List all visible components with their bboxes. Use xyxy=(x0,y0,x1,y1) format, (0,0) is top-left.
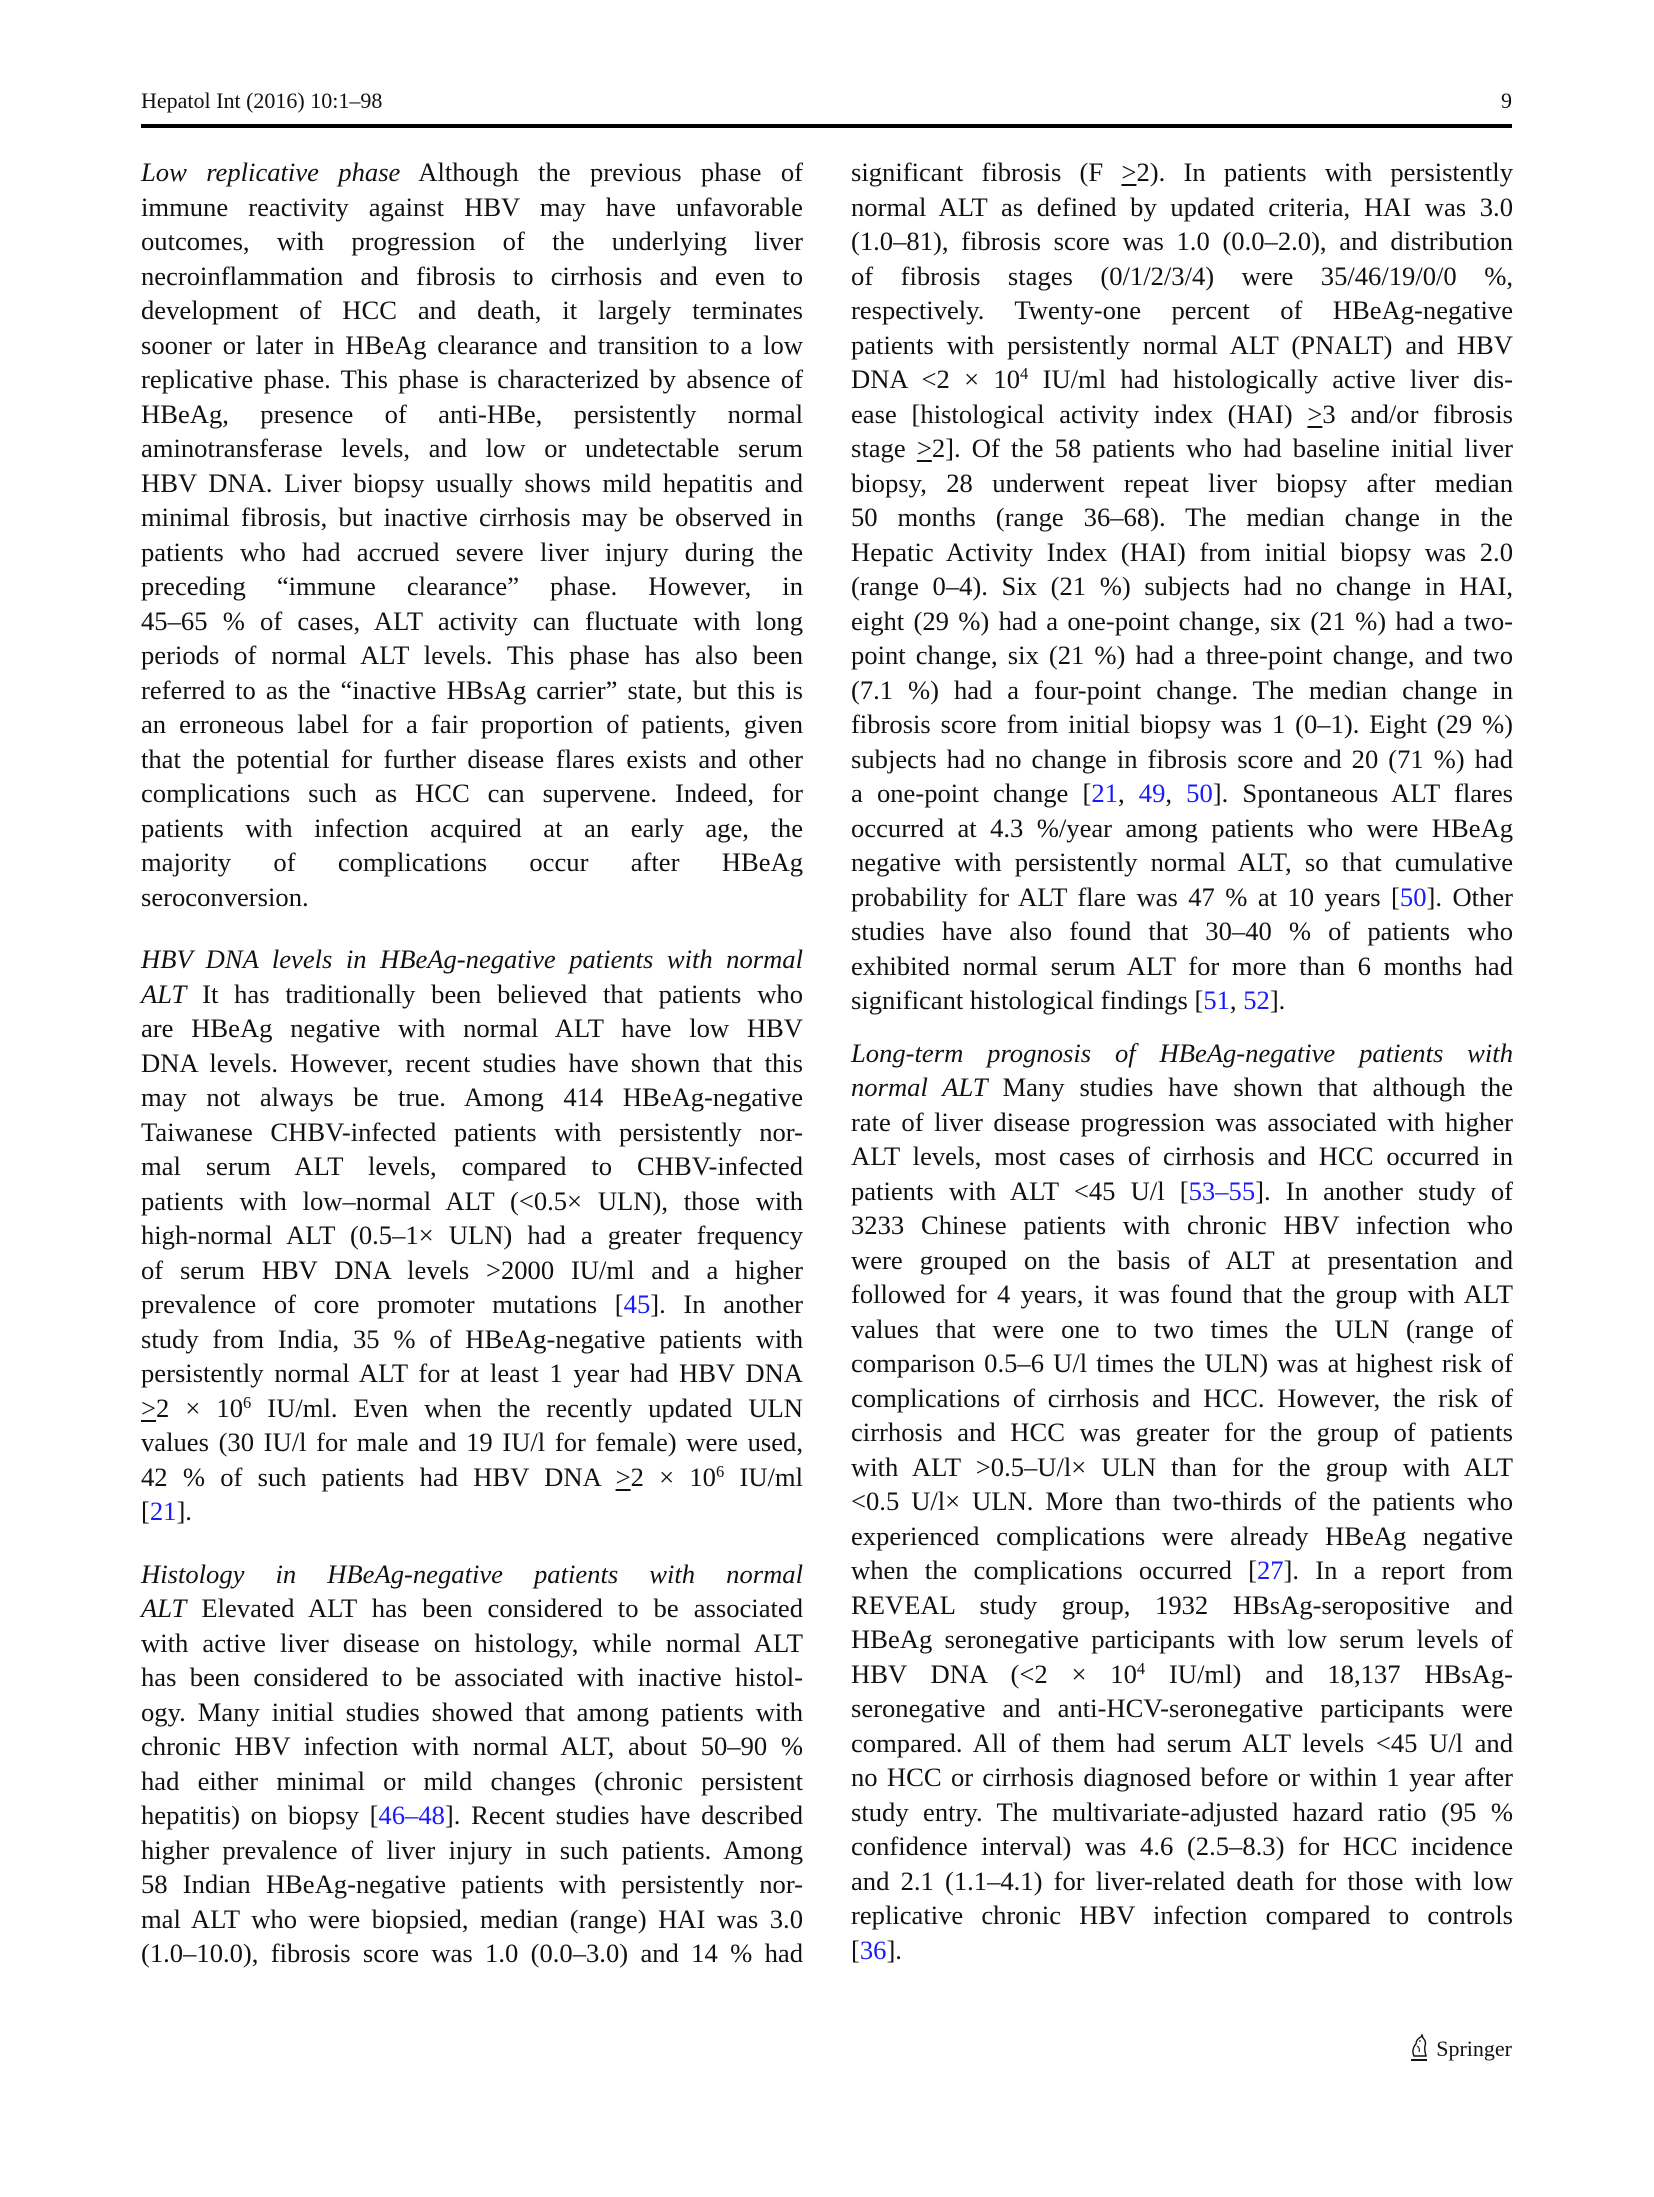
text-line xyxy=(851,293,1513,328)
text-run: biopsy, 28 underwent repeat liver biopsy after median xyxy=(851,467,1513,498)
text-run: are HBeAg negative with normal ALT have low HBV xyxy=(141,1013,803,1043)
text-run: study from India, 35 % of HBeAg-negative patients with xyxy=(141,1323,803,1354)
citation-link[interactable]: 21 xyxy=(1091,778,1118,808)
text-run: significant fibrosis (F xyxy=(851,157,1122,187)
text-line xyxy=(141,328,803,363)
text-run: persistently normal ALT for at least 1 year had HBV DNA xyxy=(141,1358,803,1388)
text-line xyxy=(851,1657,1513,1692)
text-line xyxy=(851,431,1513,466)
text-line xyxy=(141,1936,803,1971)
text-line xyxy=(141,1729,803,1764)
text-run: experienced complications were already HBeAg negative xyxy=(851,1520,1513,1551)
text-run: may not always be true. Among 414 HBeAg-negative xyxy=(141,1082,803,1112)
text-run: patients with ALT <45 U/l [ xyxy=(851,1175,1189,1206)
text-line xyxy=(141,742,803,777)
citation-link[interactable]: 53–55 xyxy=(1188,1175,1256,1206)
text-run: development of HCC and death, it largely terminates xyxy=(141,295,803,325)
text-line xyxy=(851,500,1513,535)
text-line xyxy=(141,155,803,190)
text-line xyxy=(851,1622,1513,1657)
text-line xyxy=(851,604,1513,639)
text-run: probability for ALT flare was 47 % at 10 years [ xyxy=(851,881,1400,912)
text-run: minimal fibrosis, but inactive cirrhosis may be observed in xyxy=(141,502,803,532)
citation-link[interactable]: 52 xyxy=(1243,985,1270,1015)
text-run: HBV DNA. Liver biopsy usually shows mild hepatitis and xyxy=(141,467,803,498)
text-line xyxy=(851,1864,1513,1899)
text-run: referred to as the “inactive HBsAg carrier” state, but this is xyxy=(141,674,803,705)
text-run: patients with infection acquired at an early age, the xyxy=(141,812,803,843)
section-heading: ALT xyxy=(141,978,187,1009)
superscript: 6 xyxy=(715,1461,725,1481)
text-line xyxy=(851,259,1513,294)
text-run: 2). In patients with persistently xyxy=(1136,157,1513,187)
text-run: sooner or later in HBeAg clearance and transition to a low xyxy=(141,329,803,360)
text-line xyxy=(851,1105,1513,1140)
text-line xyxy=(851,466,1513,501)
header-rule xyxy=(141,124,1512,128)
paragraph xyxy=(141,155,803,914)
publisher-name: Springer xyxy=(1436,2036,1512,2061)
text-line xyxy=(851,1898,1513,1933)
text-line xyxy=(141,1660,803,1695)
journal-citation: Hepatol Int (2016) 10:1–98 xyxy=(141,88,383,113)
superscript: 6 xyxy=(243,1392,252,1412)
text-line xyxy=(851,569,1513,604)
text-line xyxy=(851,914,1513,949)
text-run: HBV DNA (<2 × 10 xyxy=(851,1658,1137,1689)
publisher-footer xyxy=(1380,2031,1512,2067)
paragraph xyxy=(141,1557,803,1971)
springer-horse-icon xyxy=(1408,2034,1430,2064)
text-line xyxy=(851,1208,1513,1243)
text-run: ]. In another study of xyxy=(1255,1175,1513,1206)
text-line xyxy=(141,1080,803,1115)
text-run: REVEAL study group, 1932 HBsAg-seropositive and xyxy=(851,1589,1513,1620)
text-run: patients with persistently normal ALT (PNALT) and HBV xyxy=(851,329,1513,360)
text-run: stage xyxy=(851,433,917,463)
text-run: significant histological findings [ xyxy=(851,985,1204,1015)
text-line xyxy=(851,1760,1513,1795)
text-run: point change, six (21 %) had a three-point change, and two xyxy=(851,640,1513,670)
text-run: 45–65 % of cases, ALT activity can fluctuate with long xyxy=(141,605,803,636)
text-line xyxy=(851,949,1513,984)
text-line xyxy=(851,1415,1513,1450)
text-line xyxy=(851,707,1513,742)
text-run: IU/ml) and 18,137 HBsAg- xyxy=(1145,1658,1513,1689)
citation-link[interactable]: 36 xyxy=(859,1934,887,1965)
text-line xyxy=(851,673,1513,708)
text-line xyxy=(851,1588,1513,1623)
text-run: 58 Indian HBeAg-negative patients with persistently nor- xyxy=(141,1869,803,1899)
section-heading: ALT xyxy=(141,1593,187,1623)
text-run: ]. xyxy=(1269,985,1286,1015)
text-line xyxy=(851,1277,1513,1312)
text-run: negative with persistently normal ALT, so that cumulative xyxy=(851,847,1513,877)
text-run: ease [histological activity index (HAI) xyxy=(851,398,1308,429)
text-line xyxy=(141,845,803,880)
text-run: ]. In another xyxy=(650,1289,803,1319)
text-run: (1.0–81), fibrosis score was 1.0 (0.0–2.0), and distribution xyxy=(851,226,1513,256)
text-line xyxy=(141,397,803,432)
text-line xyxy=(851,776,1513,811)
text-line xyxy=(141,1184,803,1219)
text-line xyxy=(141,466,803,501)
section-heading: HBV DNA levels in HBeAg-negative patients with normal xyxy=(141,944,803,974)
section-heading: normal ALT xyxy=(851,1072,988,1102)
text-run: complications such as HCC can supervene. Indeed, for xyxy=(141,778,803,808)
text-run: patients who had accrued severe liver injury during the xyxy=(141,536,803,567)
text-line xyxy=(851,1139,1513,1174)
text-run: comparison 0.5–6 U/l times the ULN) was at highest risk of xyxy=(851,1348,1513,1378)
text-line xyxy=(851,1933,1513,1968)
text-run: IU/ml xyxy=(724,1461,803,1492)
superscript: 4 xyxy=(1136,1658,1146,1678)
text-run: subjects had no change in fibrosis score and 20 (71 %) had xyxy=(851,743,1513,774)
text-line xyxy=(851,535,1513,570)
text-line xyxy=(141,1833,803,1868)
text-line xyxy=(141,604,803,639)
text-run: 3 and/or fibrosis xyxy=(1322,398,1513,429)
text-run: ogy. Many initial studies showed that among patients with xyxy=(141,1696,803,1727)
citation-link[interactable]: 51 xyxy=(1203,985,1230,1015)
text-run: outcomes, with progression of the underlying liver xyxy=(141,226,803,256)
text-run: respectively. Twenty-one percent of HBeAg-negative xyxy=(851,295,1513,325)
running-header xyxy=(141,86,1512,116)
text-line xyxy=(141,190,803,225)
text-run: had either minimal or mild changes (chronic persistent xyxy=(141,1765,803,1796)
text-line xyxy=(141,1591,803,1626)
text-line xyxy=(851,1553,1513,1588)
text-run: ]. Recent studies have described xyxy=(444,1800,803,1830)
text-line xyxy=(851,1070,1513,1105)
text-line xyxy=(141,293,803,328)
text-run: (7.1 %) had a four-point change. The median change in xyxy=(851,674,1513,705)
paragraph xyxy=(141,942,803,1529)
text-run: IU/ml had histologically active liver dis- xyxy=(1028,364,1514,394)
text-run: of serum HBV DNA levels >2000 IU/ml and a higher xyxy=(141,1254,803,1285)
text-line xyxy=(851,1312,1513,1347)
text-run: 2 × 10 xyxy=(630,1461,716,1492)
text-line xyxy=(141,1798,803,1833)
text-line xyxy=(851,880,1513,915)
text-line xyxy=(141,1764,803,1799)
text-line xyxy=(141,224,803,259)
citation-link[interactable]: 50 xyxy=(1186,778,1213,808)
text-run: rate of liver disease progression was associated with higher xyxy=(851,1106,1513,1137)
text-run: study entry. The multivariate-adjusted hazard ratio (95 % xyxy=(851,1796,1513,1827)
text-run: higher prevalence of liver injury in such patients. Among xyxy=(141,1834,803,1865)
text-run: , xyxy=(1165,778,1187,808)
text-run: replicative chronic HBV infection compared to controls xyxy=(851,1900,1513,1930)
text-line xyxy=(141,1494,803,1529)
section-heading: Low replicative phase xyxy=(141,157,401,187)
text-run: complications of cirrhosis and HCC. However, the risk of xyxy=(851,1382,1513,1413)
text-line xyxy=(851,1036,1513,1071)
text-line xyxy=(851,362,1513,397)
text-run: 3233 Chinese patients with chronic HBV infection who xyxy=(851,1210,1513,1240)
text-run: high-normal ALT (0.5–1× ULN) had a greater frequency xyxy=(141,1220,803,1250)
text-run: , xyxy=(1117,778,1139,808)
text-run: DNA <2 × 10 xyxy=(851,364,1021,394)
text-run: DNA levels. However, recent studies have shown that this xyxy=(141,1047,803,1078)
text-run: that the potential for further disease flares exists and other xyxy=(141,743,803,774)
citation-link[interactable]: 49 xyxy=(1138,778,1166,808)
text-run: values (30 IU/l for male and 19 IU/l for female) were used, xyxy=(141,1427,803,1457)
text-line xyxy=(141,638,803,673)
text-run: IU/ml. Even when the recently updated ULN xyxy=(251,1392,804,1423)
text-line xyxy=(141,1115,803,1150)
right-column xyxy=(851,155,1513,1967)
text-run: studies have also found that 30–40 % of patients who xyxy=(851,916,1513,946)
text-run: has been considered to be associated with inactive histol- xyxy=(141,1662,803,1692)
text-line xyxy=(141,1253,803,1288)
text-line xyxy=(851,155,1513,190)
text-run: confidence interval) was 4.6 (2.5–8.3) for HCC incidence xyxy=(851,1831,1513,1861)
text-run: periods of normal ALT levels. This phase has also been xyxy=(141,640,803,670)
text-run: and 2.1 (1.1–4.1) for liver-related death for those with low xyxy=(851,1865,1513,1896)
text-run: patients with low–normal ALT (<0.5× ULN), those with xyxy=(141,1185,803,1216)
text-line xyxy=(141,1322,803,1357)
text-run: 2 × 10 xyxy=(156,1392,243,1423)
text-line xyxy=(851,742,1513,777)
text-run: an erroneous label for a fair proportion of patients, given xyxy=(141,709,803,739)
greater-equal-sign: > xyxy=(916,433,932,463)
text-run: mal ALT who were biopsied, median (range) HAI was 3.0 xyxy=(141,1903,803,1934)
text-run: (1.0–10.0), fibrosis score was 1.0 (0.0–3.0) and 14 % had xyxy=(141,1938,803,1968)
text-line xyxy=(851,1829,1513,1864)
text-run: mal serum ALT levels, compared to CHBV-infected xyxy=(141,1151,803,1181)
text-line xyxy=(851,845,1513,880)
text-run: , xyxy=(1229,985,1244,1015)
text-line xyxy=(141,362,803,397)
text-run: compared. All of them had serum ALT levels <45 U/l and xyxy=(851,1727,1513,1758)
text-run: ]. Spontaneous ALT flares xyxy=(1212,778,1514,808)
text-run: ]. xyxy=(176,1496,192,1526)
text-line xyxy=(141,535,803,570)
text-run: replicative phase. This phase is characterized by absence of xyxy=(141,364,803,394)
text-run: when the complications occurred [ xyxy=(851,1555,1257,1585)
text-run: Many studies have shown that although the xyxy=(987,1072,1513,1102)
text-line xyxy=(141,811,803,846)
text-run: [ xyxy=(851,1934,860,1965)
text-run: occurred at 4.3 %/year among patients who were HBeAg xyxy=(851,812,1513,843)
text-run: no HCC or cirrhosis diagnosed before or within 1 year after xyxy=(851,1762,1513,1792)
text-line xyxy=(851,638,1513,673)
text-run: exhibited normal serum ALT for more than 6 months had xyxy=(851,950,1513,981)
text-run: fibrosis score from initial biopsy was 1 (0–1). Eight (29 %) xyxy=(851,709,1513,739)
text-line xyxy=(851,1450,1513,1485)
text-run: with ALT >0.5–U/l× ULN than for the group with ALT xyxy=(851,1451,1513,1482)
text-run: normal ALT as defined by updated criteria, HAI was 3.0 xyxy=(851,191,1513,222)
text-line xyxy=(141,1557,803,1592)
text-line xyxy=(141,776,803,811)
text-run: aminotransferase levels, and low or undetectable serum xyxy=(141,433,803,463)
text-line xyxy=(141,1867,803,1902)
text-line xyxy=(141,707,803,742)
text-line xyxy=(851,1484,1513,1519)
text-line xyxy=(851,1346,1513,1381)
text-line xyxy=(141,1391,803,1426)
text-run: ]. In a report from xyxy=(1283,1555,1513,1585)
text-run: Elevated ALT has been considered to be associated xyxy=(186,1593,803,1623)
text-line xyxy=(141,1046,803,1081)
text-run: [ xyxy=(141,1496,150,1526)
text-line xyxy=(851,1174,1513,1209)
text-run: seroconversion. xyxy=(141,881,309,912)
text-line xyxy=(141,1149,803,1184)
text-line xyxy=(141,1695,803,1730)
text-run: values that were one to two times the ULN (range of xyxy=(851,1313,1513,1344)
section-heading: Histology in HBeAg-negative patients with normal xyxy=(141,1558,803,1589)
page-number: 9 xyxy=(1501,88,1512,113)
text-run: hepatitis) on biopsy [ xyxy=(141,1800,379,1830)
text-run: of fibrosis stages (0/1/2/3/4) were 35/46/19/0/0 %, xyxy=(851,260,1513,291)
text-run: HBeAg, presence of anti-HBe, persistently normal xyxy=(141,398,803,429)
text-run: <0.5 U/l× ULN. More than two-thirds of the patients who xyxy=(851,1486,1513,1516)
text-line xyxy=(141,1356,803,1391)
text-run: (range 0–4). Six (21 %) subjects had no change in HAI, xyxy=(851,571,1513,601)
paragraph xyxy=(851,1036,1513,1968)
text-run: 42 % of such patients had HBV DNA xyxy=(141,1461,616,1492)
citation-link[interactable]: 27 xyxy=(1256,1555,1284,1585)
text-line xyxy=(141,1218,803,1253)
greater-equal-sign: > xyxy=(141,1392,156,1423)
text-line xyxy=(851,811,1513,846)
left-column xyxy=(141,155,803,1971)
text-run: followed for 4 years, it was found that the group with ALT xyxy=(851,1279,1513,1309)
text-run: ]. xyxy=(886,1934,902,1965)
text-line xyxy=(851,983,1513,1018)
text-run: with active liver disease on histology, while normal ALT xyxy=(141,1627,803,1658)
text-run: eight (29 %) had a one-point change, six (21 %) had a two- xyxy=(851,605,1513,636)
text-run: 50 months (range 36–68). The median change in the xyxy=(851,502,1513,532)
text-line xyxy=(851,397,1513,432)
text-line xyxy=(141,1425,803,1460)
text-line xyxy=(141,1626,803,1661)
text-run: chronic HBV infection with normal ALT, about 50–90 % xyxy=(141,1731,803,1761)
text-line xyxy=(141,1011,803,1046)
text-line xyxy=(141,977,803,1012)
text-line xyxy=(141,673,803,708)
text-line xyxy=(141,1287,803,1322)
text-line xyxy=(141,259,803,294)
text-run: Taiwanese CHBV-infected patients with persistently nor- xyxy=(141,1116,803,1147)
text-line xyxy=(851,1726,1513,1761)
text-run: immune reactivity against HBV may have unfavorable xyxy=(141,191,803,222)
text-run: seronegative and anti-HCV-seronegative participants were xyxy=(851,1693,1513,1723)
text-line xyxy=(141,1460,803,1495)
text-run: It has traditionally been believed that patients who xyxy=(186,978,803,1009)
text-run: were grouped on the basis of ALT at presentation and xyxy=(851,1244,1513,1275)
text-line xyxy=(851,1519,1513,1554)
text-line xyxy=(141,569,803,604)
greater-equal-sign: > xyxy=(1121,157,1137,187)
text-line xyxy=(851,190,1513,225)
text-run: HBeAg seronegative participants with low serum levels of xyxy=(851,1624,1513,1654)
text-run: Hepatic Activity Index (HAI) from initial biopsy was 2.0 xyxy=(851,536,1513,567)
citation-link[interactable]: 21 xyxy=(149,1496,177,1526)
superscript: 4 xyxy=(1020,363,1029,383)
text-line xyxy=(141,500,803,535)
text-run: ALT levels, most cases of cirrhosis and HCC occurred in xyxy=(851,1141,1513,1171)
text-run: 2]. Of the 58 patients who had baseline initial liver xyxy=(931,433,1513,463)
citation-link[interactable]: 45 xyxy=(623,1289,651,1319)
paragraph xyxy=(851,155,1513,1018)
text-line xyxy=(851,1795,1513,1830)
text-run: prevalence of core promoter mutations [ xyxy=(141,1289,624,1319)
text-run: a one-point change [ xyxy=(851,778,1092,808)
text-line xyxy=(851,224,1513,259)
text-line xyxy=(851,1243,1513,1278)
text-run: Although the previous phase of xyxy=(400,157,803,187)
text-run: necroinflammation and fibrosis to cirrhosis and even to xyxy=(141,260,803,291)
greater-equal-sign: > xyxy=(1307,398,1323,429)
section-heading: Long-term prognosis of HBeAg-negative patients with xyxy=(851,1037,1513,1068)
text-line xyxy=(141,1902,803,1937)
text-run: majority of complications occur after HBeAg xyxy=(141,847,803,877)
text-run: preceding “immune clearance” phase. However, in xyxy=(141,571,803,601)
text-line xyxy=(141,942,803,977)
text-run: cirrhosis and HCC was greater for the group of patients xyxy=(851,1417,1513,1447)
greater-equal-sign: > xyxy=(615,1461,631,1492)
text-line xyxy=(851,328,1513,363)
text-line xyxy=(141,431,803,466)
text-line xyxy=(851,1691,1513,1726)
citation-link[interactable]: 50 xyxy=(1399,881,1427,912)
citation-link[interactable]: 46–48 xyxy=(378,1800,445,1830)
text-line xyxy=(851,1381,1513,1416)
text-run: ]. Other xyxy=(1426,881,1514,912)
text-line xyxy=(141,880,803,915)
